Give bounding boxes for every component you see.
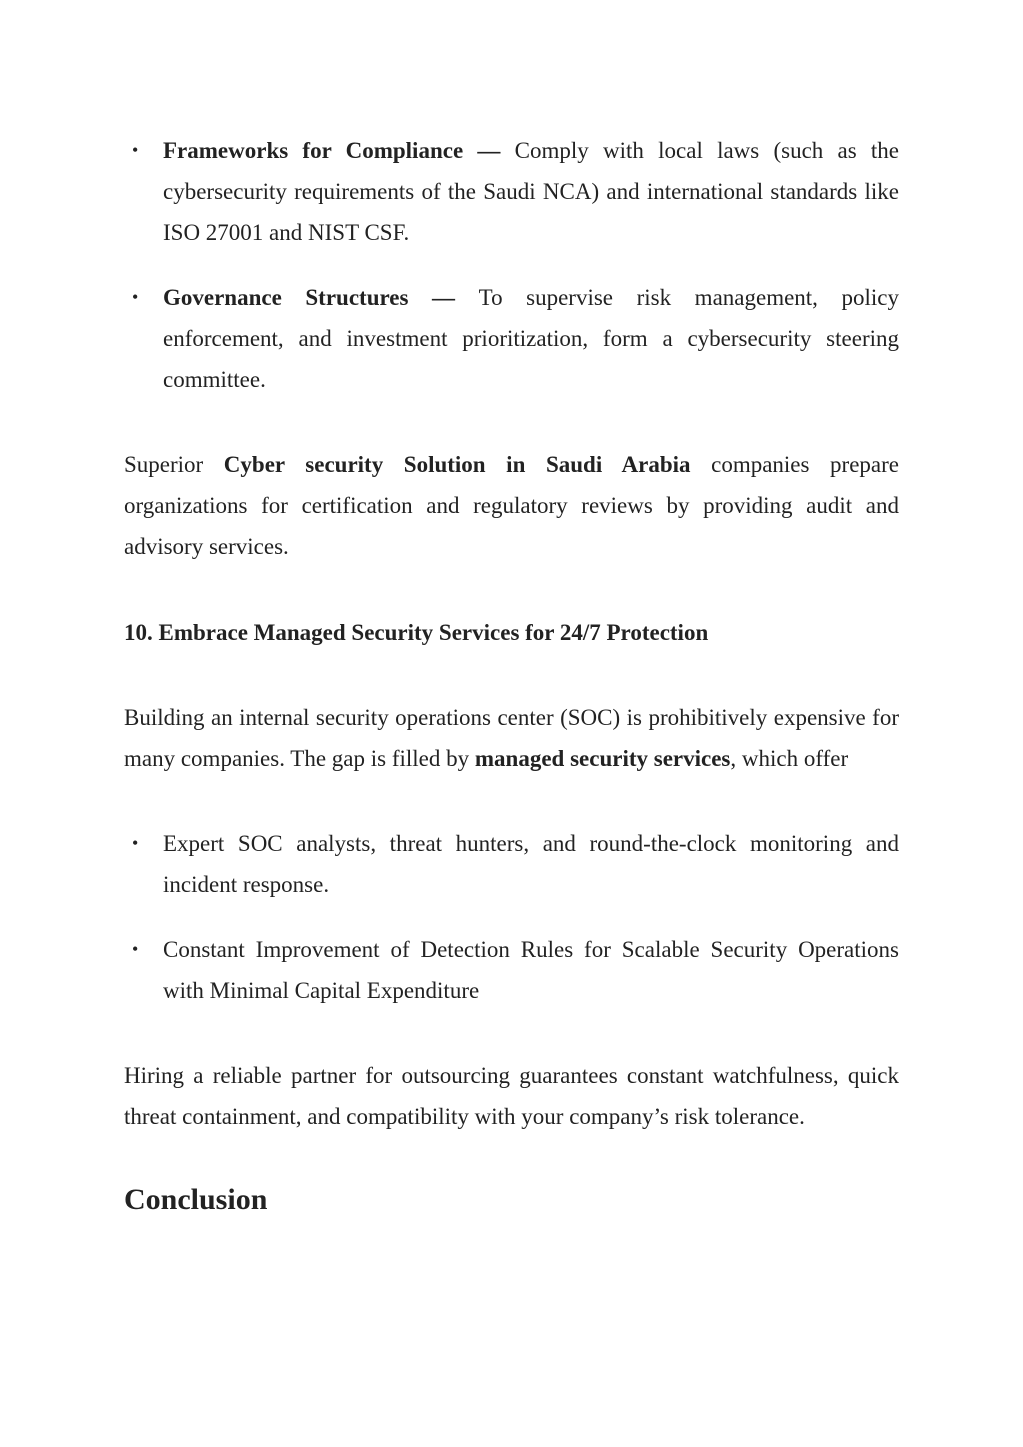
bullet-icon: •: [132, 939, 139, 959]
item-title: Frameworks for Compliance: [163, 138, 464, 163]
bullet-icon: •: [132, 140, 139, 160]
item-dash: —: [463, 138, 515, 163]
list-item: [124, 823, 899, 905]
list-item: [124, 277, 899, 400]
item-text: Comply with local laws (such as the cybersecurity requirements of the Saudi NCA) and international standards like ISO 27001 and NIST CSF.: [163, 138, 900, 245]
para-bold-link: Cyber security Solution in Saudi Arabia: [223, 452, 691, 477]
paragraph-outsourcing: Hiring a reliable partner for outsourcing guarantees constant watchfulness, quick threat containment, and compatibility with your company’s risk tolerance.: [124, 1063, 899, 1129]
bullet-icon: •: [132, 287, 139, 307]
para-suffix: , which offer: [730, 746, 849, 771]
item-dash: —: [408, 285, 479, 310]
item-title: Governance Structures: [163, 285, 409, 310]
para-prefix: Building an internal security operations center (SOC) is prohibitively expensive for many companies. The gap is filled by: [124, 705, 899, 771]
para-prefix: Superior: [124, 452, 224, 477]
item-text: Expert SOC analysts, threat hunters, and round-the-clock monitoring and incident response.: [163, 831, 899, 897]
bullet-icon: •: [132, 833, 139, 853]
paragraph-audit-services: [124, 444, 899, 567]
managed-services-list: [124, 823, 899, 1011]
list-item: [124, 929, 899, 1011]
paragraph-soc: [124, 697, 899, 779]
compliance-list: [124, 130, 899, 400]
item-text: Constant Improvement of Detection Rules for Scalable Security Operations with Minimal Capital Expenditure: [163, 937, 899, 1003]
para-suffix: companies prepare organizations for certification and regulatory reviews by providing audit and advisory services.: [124, 452, 899, 559]
item-text: To supervise risk management, policy enforcement, and investment prioritization, form a cybersecurity steering committee.: [163, 285, 900, 392]
list-item: [124, 130, 899, 253]
section-heading: 10. Embrace Managed Security Services for 24/7 Protection: [124, 620, 709, 645]
document-page: [124, 0, 899, 1222]
para-bold: managed security services: [474, 746, 731, 771]
conclusion-heading: Conclusion: [124, 1183, 268, 1216]
